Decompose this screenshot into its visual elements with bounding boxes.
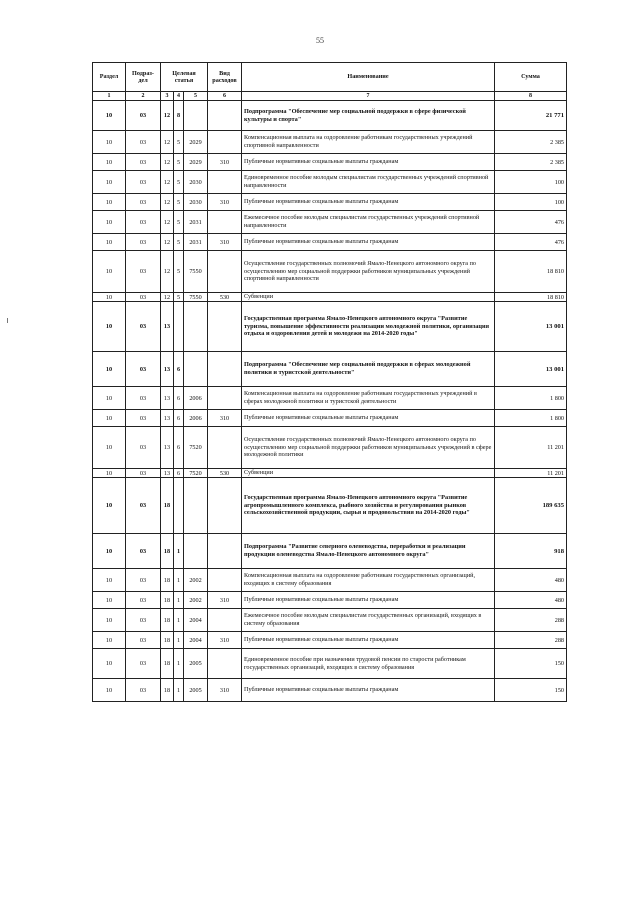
row-subprogram-code: 5 [174, 131, 184, 154]
row-direction-code: 2030 [184, 194, 208, 211]
row-expense-type: 310 [208, 592, 242, 609]
row-program-code: 12 [161, 171, 174, 194]
row-direction-code [184, 302, 208, 352]
row-name: Подпрограмма "Обеспечение мер социальной поддержки в сфере физической культуры и спорта" [242, 101, 495, 131]
row-name: Публичные нормативные социальные выплаты гражданам [242, 592, 495, 609]
column-number: 1 [93, 92, 126, 101]
row-razdel: 10 [93, 679, 126, 702]
row-direction-code: 2029 [184, 131, 208, 154]
row-program-code: 13 [161, 410, 174, 427]
row-name: Государственная программа Ямало-Ненецкого автономного округа "Развитие туризма, повышение эффективности реализации молодежной политики, организация отдыха и оздоровления детей и молодежи на 2014-2020 годы" [242, 302, 495, 352]
row-direction-code: 7520 [184, 469, 208, 478]
row-razdel: 10 [93, 302, 126, 352]
row-subprogram-code: 1 [174, 534, 184, 569]
row-direction-code [184, 478, 208, 534]
table-row [93, 171, 567, 194]
table-row [93, 352, 567, 387]
row-expense-type [208, 478, 242, 534]
row-razdel: 10 [93, 427, 126, 469]
row-podrazdel: 03 [126, 609, 161, 632]
row-podrazdel: 03 [126, 632, 161, 649]
row-name: Единовременное пособие молодым специалистам государственных учреждений спортивной направленности [242, 171, 495, 194]
row-razdel: 10 [93, 131, 126, 154]
row-program-code: 12 [161, 154, 174, 171]
row-subprogram-code: 6 [174, 427, 184, 469]
row-expense-type: 530 [208, 469, 242, 478]
row-podrazdel: 03 [126, 251, 161, 293]
row-subprogram-code: 5 [174, 154, 184, 171]
page-number: 55 [316, 36, 324, 45]
row-subprogram-code: 5 [174, 251, 184, 293]
row-podrazdel: 03 [126, 649, 161, 679]
row-podrazdel: 03 [126, 478, 161, 534]
row-razdel: 10 [93, 569, 126, 592]
row-program-code: 13 [161, 352, 174, 387]
table-row [93, 211, 567, 234]
row-sum: 2 385 [495, 154, 567, 171]
row-expense-type [208, 352, 242, 387]
row-razdel: 10 [93, 410, 126, 427]
column-number-row [93, 92, 567, 101]
header-razdel: Раздел [93, 63, 126, 92]
header-podrazdel: Подраз-дел [126, 63, 161, 92]
column-number: 3 [161, 92, 174, 101]
column-number: 4 [174, 92, 184, 101]
table-row [93, 478, 567, 534]
row-sum: 1 800 [495, 387, 567, 410]
row-program-code: 18 [161, 632, 174, 649]
row-name: Субвенции [242, 469, 495, 478]
column-number: 6 [208, 92, 242, 101]
row-expense-type [208, 609, 242, 632]
row-name: Осуществление государственных полномочий Ямало-Ненецкого автономного округа по осуществлению мер социальной поддержки работников муниципальных учреждений в сфере молодежной политики [242, 427, 495, 469]
row-podrazdel: 03 [126, 569, 161, 592]
row-expense-type [208, 534, 242, 569]
row-name: Единовременное пособие при назначении трудовой пенсии по старости работникам государственных организаций, входящих в систему образования [242, 649, 495, 679]
row-direction-code: 7550 [184, 293, 208, 302]
table-body [93, 101, 567, 702]
row-direction-code: 2006 [184, 387, 208, 410]
row-sum: 150 [495, 649, 567, 679]
row-direction-code: 2004 [184, 632, 208, 649]
row-direction-code: 2031 [184, 211, 208, 234]
row-razdel: 10 [93, 211, 126, 234]
row-name: Публичные нормативные социальные выплаты гражданам [242, 679, 495, 702]
header-name: Наименование [242, 63, 495, 92]
row-podrazdel: 03 [126, 534, 161, 569]
row-direction-code: 2005 [184, 679, 208, 702]
row-subprogram-code: 5 [174, 293, 184, 302]
table-row [93, 154, 567, 171]
table-row [93, 469, 567, 478]
row-subprogram-code: 6 [174, 387, 184, 410]
row-program-code: 13 [161, 302, 174, 352]
row-podrazdel: 03 [126, 131, 161, 154]
row-podrazdel: 03 [126, 171, 161, 194]
row-name: Подпрограмма "Развитие северного оленеводства, переработки и реализации продукции оленеводства Ямало-Ненецкого автономного округа" [242, 534, 495, 569]
column-number: 8 [495, 92, 567, 101]
row-program-code: 12 [161, 131, 174, 154]
header-sum: Сумма [495, 63, 567, 92]
row-expense-type: 310 [208, 632, 242, 649]
header-row [93, 63, 567, 92]
row-name: Компенсационная выплата на оздоровление работникам государственных организаций, входящих в систему образования [242, 569, 495, 592]
row-direction-code [184, 101, 208, 131]
row-podrazdel: 03 [126, 410, 161, 427]
row-razdel: 10 [93, 632, 126, 649]
row-name: Компенсационная выплата на оздоровление работникам государственных учреждений в сферах молодежной политики и туристской деятельности [242, 387, 495, 410]
row-podrazdel: 03 [126, 469, 161, 478]
row-podrazdel: 03 [126, 234, 161, 251]
row-expense-type: 310 [208, 410, 242, 427]
row-direction-code: 2029 [184, 154, 208, 171]
row-expense-type [208, 131, 242, 154]
row-program-code: 18 [161, 649, 174, 679]
row-subprogram-code: 5 [174, 194, 184, 211]
row-subprogram-code [174, 302, 184, 352]
row-subprogram-code: 5 [174, 234, 184, 251]
row-program-code: 12 [161, 251, 174, 293]
table-row [93, 101, 567, 131]
row-podrazdel: 03 [126, 211, 161, 234]
row-razdel: 10 [93, 194, 126, 211]
row-razdel: 10 [93, 387, 126, 410]
table-row [93, 302, 567, 352]
row-direction-code: 2031 [184, 234, 208, 251]
row-subprogram-code: 1 [174, 632, 184, 649]
row-direction-code: 2005 [184, 649, 208, 679]
row-sum: 13 001 [495, 302, 567, 352]
row-sum: 21 771 [495, 101, 567, 131]
row-sum: 476 [495, 211, 567, 234]
table-row [93, 632, 567, 649]
row-podrazdel: 03 [126, 101, 161, 131]
row-expense-type [208, 569, 242, 592]
row-expense-type [208, 302, 242, 352]
row-name: Ежемесячное пособие молодым специалистам государственных учреждений спортивной направленности [242, 211, 495, 234]
row-direction-code: 7520 [184, 427, 208, 469]
row-sum: 918 [495, 534, 567, 569]
row-expense-type [208, 251, 242, 293]
table-row [93, 251, 567, 293]
row-direction-code [184, 352, 208, 387]
row-program-code: 18 [161, 679, 174, 702]
row-podrazdel: 03 [126, 302, 161, 352]
row-sum: 2 385 [495, 131, 567, 154]
row-razdel: 10 [93, 171, 126, 194]
row-name: Осуществление государственных полномочий Ямало-Ненецкого автономного округа по осуществлению мер социальной поддержки работников муниципальных учреждений спортивной направленности [242, 251, 495, 293]
row-program-code: 18 [161, 592, 174, 609]
row-program-code: 12 [161, 211, 174, 234]
column-number: 5 [184, 92, 208, 101]
row-sum: 1 800 [495, 410, 567, 427]
row-name: Публичные нормативные социальные выплаты гражданам [242, 154, 495, 171]
row-sum: 13 001 [495, 352, 567, 387]
row-expense-type [208, 171, 242, 194]
table-row [93, 194, 567, 211]
row-subprogram-code: 5 [174, 211, 184, 234]
row-name: Субвенции [242, 293, 495, 302]
row-sum: 18 810 [495, 293, 567, 302]
row-podrazdel: 03 [126, 352, 161, 387]
row-sum: 18 810 [495, 251, 567, 293]
row-expense-type [208, 649, 242, 679]
row-expense-type [208, 211, 242, 234]
row-sum: 189 635 [495, 478, 567, 534]
row-podrazdel: 03 [126, 427, 161, 469]
row-direction-code [184, 534, 208, 569]
row-expense-type: 310 [208, 194, 242, 211]
row-sum: 100 [495, 194, 567, 211]
row-sum: 480 [495, 592, 567, 609]
row-expense-type [208, 387, 242, 410]
row-sum: 150 [495, 679, 567, 702]
row-razdel: 10 [93, 469, 126, 478]
table-row [93, 649, 567, 679]
column-number: 2 [126, 92, 161, 101]
row-razdel: 10 [93, 649, 126, 679]
row-program-code: 13 [161, 469, 174, 478]
header-target-article: Целевая статья [161, 63, 208, 92]
row-razdel: 10 [93, 101, 126, 131]
row-razdel: 10 [93, 592, 126, 609]
row-subprogram-code: 6 [174, 352, 184, 387]
row-direction-code: 2030 [184, 171, 208, 194]
row-direction-code: 2002 [184, 569, 208, 592]
row-razdel: 10 [93, 352, 126, 387]
row-subprogram-code: 1 [174, 679, 184, 702]
row-program-code: 18 [161, 609, 174, 632]
row-program-code: 13 [161, 387, 174, 410]
row-expense-type: 310 [208, 679, 242, 702]
table-row [93, 679, 567, 702]
row-sum: 480 [495, 569, 567, 592]
table-row [93, 427, 567, 469]
table-row [93, 569, 567, 592]
row-name: Подпрограмма "Обеспечение мер социальной поддержки в сферах молодежной политики и туристской деятельности" [242, 352, 495, 387]
table-row [93, 387, 567, 410]
row-subprogram-code: 6 [174, 410, 184, 427]
row-subprogram-code: 5 [174, 171, 184, 194]
row-name: Компенсационная выплата на оздоровление работникам государственных учреждений спортивной направленности [242, 131, 495, 154]
table-row [93, 592, 567, 609]
row-subprogram-code: 1 [174, 609, 184, 632]
row-name: Государственная программа Ямало-Ненецкого автономного округа "Развитие агропромышленного комплекса, рыбного хозяйства и регулирования рынков сельскохозяйственной продукции, сырья и продовольствия на 2014-2020 годы" [242, 478, 495, 534]
row-sum: 100 [495, 171, 567, 194]
header-expense-type: Вид расходов [208, 63, 242, 92]
row-sum: 288 [495, 609, 567, 632]
row-name: Публичные нормативные социальные выплаты гражданам [242, 234, 495, 251]
row-name: Публичные нормативные социальные выплаты гражданам [242, 194, 495, 211]
row-program-code: 12 [161, 293, 174, 302]
row-expense-type [208, 101, 242, 131]
row-direction-code: 7550 [184, 251, 208, 293]
row-razdel: 10 [93, 534, 126, 569]
row-subprogram-code: 1 [174, 649, 184, 679]
margin-mark [7, 318, 10, 323]
row-razdel: 10 [93, 293, 126, 302]
table-row [93, 131, 567, 154]
row-subprogram-code: 6 [174, 469, 184, 478]
row-program-code: 13 [161, 427, 174, 469]
row-sum: 11 201 [495, 427, 567, 469]
row-direction-code: 2002 [184, 592, 208, 609]
row-expense-type: 310 [208, 154, 242, 171]
row-direction-code: 2006 [184, 410, 208, 427]
table-row [93, 293, 567, 302]
row-sum: 476 [495, 234, 567, 251]
row-direction-code: 2004 [184, 609, 208, 632]
row-program-code: 18 [161, 534, 174, 569]
column-number: 7 [242, 92, 495, 101]
row-subprogram-code: 8 [174, 101, 184, 131]
row-subprogram-code: 1 [174, 592, 184, 609]
table-row [93, 609, 567, 632]
row-razdel: 10 [93, 609, 126, 632]
row-sum: 288 [495, 632, 567, 649]
row-podrazdel: 03 [126, 387, 161, 410]
row-name: Публичные нормативные социальные выплаты гражданам [242, 632, 495, 649]
row-razdel: 10 [93, 234, 126, 251]
row-subprogram-code: 1 [174, 569, 184, 592]
row-program-code: 12 [161, 194, 174, 211]
row-subprogram-code [174, 478, 184, 534]
row-name: Ежемесячное пособие молодым специалистам государственных организаций, входящих в систему образования [242, 609, 495, 632]
row-podrazdel: 03 [126, 154, 161, 171]
budget-table [92, 62, 567, 702]
row-program-code: 12 [161, 234, 174, 251]
row-expense-type: 310 [208, 234, 242, 251]
row-program-code: 18 [161, 569, 174, 592]
table-row [93, 234, 567, 251]
row-razdel: 10 [93, 251, 126, 293]
table-row [93, 410, 567, 427]
row-expense-type [208, 427, 242, 469]
row-expense-type: 530 [208, 293, 242, 302]
row-podrazdel: 03 [126, 194, 161, 211]
row-name: Публичные нормативные социальные выплаты гражданам [242, 410, 495, 427]
row-sum: 11 201 [495, 469, 567, 478]
table-row [93, 534, 567, 569]
row-program-code: 12 [161, 101, 174, 131]
row-podrazdel: 03 [126, 592, 161, 609]
row-razdel: 10 [93, 478, 126, 534]
row-podrazdel: 03 [126, 293, 161, 302]
row-podrazdel: 03 [126, 679, 161, 702]
row-program-code: 18 [161, 478, 174, 534]
row-razdel: 10 [93, 154, 126, 171]
